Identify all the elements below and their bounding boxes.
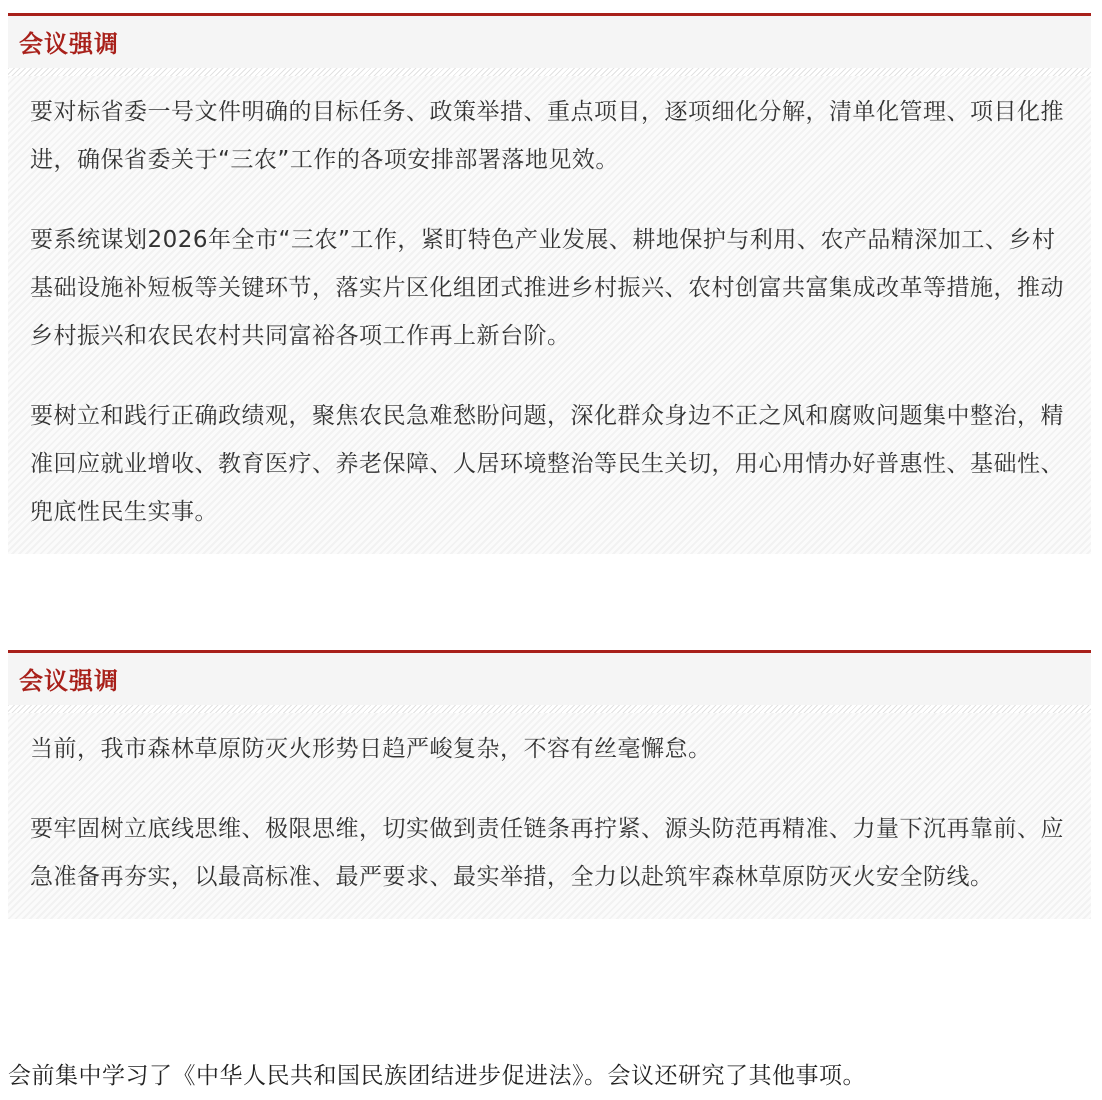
section-header xyxy=(8,13,1091,76)
emphasis-section-1 xyxy=(8,13,1091,554)
hatched-divider xyxy=(8,68,1091,76)
paragraph: 要树立和践行正确政绩观，聚焦农民急难愁盼问题，深化群众身边不正之风和腐败问题集中整治，精准回应就业增收、教育医疗、养老保障、人居环境整治等民生关切，用心用情办好普惠性、基础性、兜底性民生实事。 xyxy=(30,403,1064,525)
section-header xyxy=(8,650,1091,713)
paragraph: 要系统谋划2026年全市“三农”工作，紧盯特色产业发展、耕地保护与利用、农产品精深加工、乡村基础设施补短板等关键环节，落实片区化组团式推进乡村振兴、农村创富共富集成改革等措施，推动乡村振兴和农民农村共同富裕各项工作再上新台阶。 xyxy=(30,227,1064,349)
section-body xyxy=(8,76,1091,554)
section-title: 会议强调 xyxy=(19,30,119,58)
paragraph: 当前，我市森林草原防灭火形势日趋严峻复杂，不容有丝毫懈怠。 xyxy=(30,736,712,762)
paragraph: 要对标省委一号文件明确的目标任务、政策举措、重点项目，逐项细化分解，清单化管理、项目化推进，确保省委关于“三农”工作的各项安排部署落地见效。 xyxy=(30,99,1064,173)
paragraph: 要牢固树立底线思维、极限思维，切实做到责任链条再拧紧、源头防范再精准、力量下沉再靠前、应急准备再夯实，以最高标准、最严要求、最实举措，全力以赴筑牢森林草原防灭火安全防线。 xyxy=(30,816,1064,890)
closing-paragraph: 会前集中学习了《中华人民共和国民族团结进步促进法》。会议还研究了其他事项。 xyxy=(8,1063,866,1089)
emphasis-section-2 xyxy=(8,650,1091,919)
hatched-divider xyxy=(8,705,1091,713)
section-title: 会议强调 xyxy=(19,667,119,695)
section-body xyxy=(8,713,1091,919)
